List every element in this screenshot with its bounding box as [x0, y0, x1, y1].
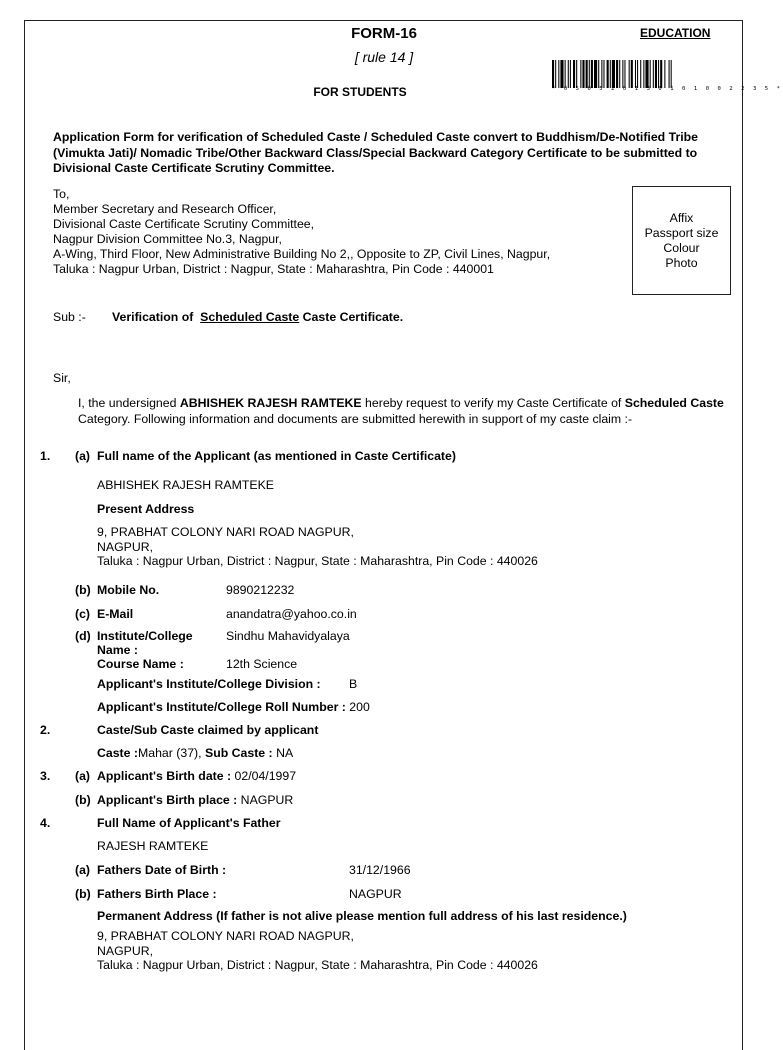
birth-place-value: NAGPUR [237, 793, 294, 807]
present-address [97, 525, 538, 569]
caste-value: Mahar (37), [138, 746, 205, 760]
barcode-digits: * 0 5 0 5 2 0 1 3 0 1 0 1 0 0 2 2 3 5 * [552, 86, 783, 92]
item-label: (a) [75, 863, 91, 877]
rule-reference: [ rule 14 ] [354, 49, 414, 65]
email-label: E-Mail [97, 607, 134, 621]
recipient-line: Taluka : Nagpur Urban, District : Nagpur, State : Maharashtra, Pin Code : 440001 [53, 262, 494, 276]
recipient-line: Member Secretary and Research Officer, [53, 202, 277, 216]
photo-box-line: Photo [665, 255, 698, 270]
category-tag: EDUCATION [640, 26, 711, 40]
course-value: 12th Science [226, 657, 298, 671]
roll-number-line [97, 700, 370, 714]
photo-box-line: Passport size [644, 225, 719, 240]
birth-place-line [97, 793, 293, 807]
address-line: 9, PRABHAT COLONY NARI ROAD NAGPUR, [97, 525, 354, 539]
item-label: (c) [75, 607, 91, 621]
photo-box-line: Colour [663, 240, 700, 255]
mobile-value: 9890212232 [226, 583, 295, 597]
subject-label: Sub :- [53, 310, 86, 324]
institute-value: Sindhu Mahavidyalaya [226, 629, 350, 643]
item-label: (d) [75, 629, 91, 643]
item-label: (b) [75, 793, 91, 807]
caste-heading: Caste/Sub Caste claimed by applicant [97, 723, 319, 737]
to-line: To, [53, 187, 70, 201]
present-address-label: Present Address [97, 502, 195, 516]
subject-prefix: Verification of [112, 310, 194, 324]
father-name-value: RAJESH RAMTEKE [97, 839, 209, 853]
section-number: 4. [40, 816, 51, 830]
permanent-address [97, 929, 538, 973]
birth-date-line [97, 769, 296, 783]
recipient-line: A-Wing, Third Floor, New Administrative Building No 2,, Opposite to ZP, Civil Lines, Nagpur, [53, 247, 551, 261]
birth-place-label: Applicant's Birth place : [97, 793, 238, 807]
recipient-line: Divisional Caste Certificate Scrutiny Committee, [53, 217, 315, 231]
for-students-label: FOR STUDENTS [313, 85, 407, 99]
applicant-name: ABHISHEK RAJESH RAMTEKE [179, 396, 362, 410]
application-title: Application Form for verification of Scheduled Caste / Scheduled Caste convert to Buddhism/De-Notified Tribe (Vimukta Jati)/ Nomadic Tribe/Other Backward Class/Special Backward Category Certificate to be submitted to Divisional Caste Certificate Scrutiny Committee. [53, 130, 698, 175]
caste-category: Scheduled Caste [624, 396, 724, 410]
roll-number-label: Applicant's Institute/College Roll Number : [97, 700, 346, 714]
address-line: 9, PRABHAT COLONY NARI ROAD NAGPUR, [97, 929, 354, 943]
salutation: Sir, [53, 371, 71, 385]
roll-number-value: 200 [345, 700, 370, 714]
request-text: Category. Following information and documents are submitted herewith in support of my caste claim :- [78, 411, 633, 426]
photo-box-line: Affix [669, 210, 694, 225]
item-label: (a) [75, 449, 91, 463]
institute-label-line: Name : [97, 643, 139, 657]
father-dob-value: 31/12/1966 [349, 863, 411, 877]
full-name-heading: Full name of the Applicant (as mentioned in Caste Certificate) [97, 449, 456, 463]
email-value: anandatra@yahoo.co.in [226, 607, 357, 621]
barcode [552, 60, 728, 88]
course-label: Course Name : [97, 657, 184, 671]
father-birth-place-label: Fathers Birth Place : [97, 887, 217, 901]
item-label: (a) [75, 769, 91, 783]
caste-label: Caste : [97, 746, 139, 760]
institute-label [97, 629, 193, 657]
subject-line [112, 310, 403, 324]
photo-box [632, 186, 731, 295]
request-paragraph [78, 396, 728, 427]
father-name-heading: Full Name of Applicant's Father [97, 816, 281, 830]
caste-line [97, 746, 293, 760]
address-line: Taluka : Nagpur Urban, District : Nagpur, State : Maharashtra, Pin Code : 440026 [97, 554, 538, 568]
item-label: (b) [75, 887, 91, 901]
division-value: B [349, 677, 358, 691]
request-text: hereby request to verify my Caste Certificate of [361, 396, 625, 410]
subject-caste: Scheduled Caste [200, 310, 300, 324]
father-dob-label: Fathers Date of Birth : [97, 863, 227, 877]
subcaste-label: Sub Caste : [205, 746, 273, 760]
address-line: Taluka : Nagpur Urban, District : Nagpur, State : Maharashtra, Pin Code : 440026 [97, 958, 538, 972]
full-name-value: ABHISHEK RAJESH RAMTEKE [97, 478, 274, 492]
institute-label-line: Institute/College [97, 629, 193, 643]
recipient-address [53, 187, 550, 277]
mobile-label: Mobile No. [97, 583, 160, 597]
subcaste-value: NA [272, 746, 294, 760]
recipient-line: Nagpur Division Committee No.3, Nagpur, [53, 232, 282, 246]
permanent-address-label: Permanent Address (If father is not alive please mention full address of his last residence.) [97, 909, 627, 923]
address-line: NAGPUR, [97, 943, 154, 958]
section-number: 2. [40, 723, 51, 737]
birth-date-value: 02/04/1997 [231, 769, 297, 783]
request-text: I, the undersigned [78, 396, 180, 410]
address-line: NAGPUR, [97, 539, 154, 554]
father-birth-place-value: NAGPUR [349, 887, 402, 901]
section-number: 3. [40, 769, 51, 783]
birth-date-label: Applicant's Birth date : [97, 769, 232, 783]
division-label: Applicant's Institute/College Division : [97, 677, 321, 691]
form-title: FORM-16 [351, 25, 417, 42]
section-number: 1. [40, 449, 51, 463]
subject-suffix: Caste Certificate. [302, 310, 404, 324]
item-label: (b) [75, 583, 91, 597]
